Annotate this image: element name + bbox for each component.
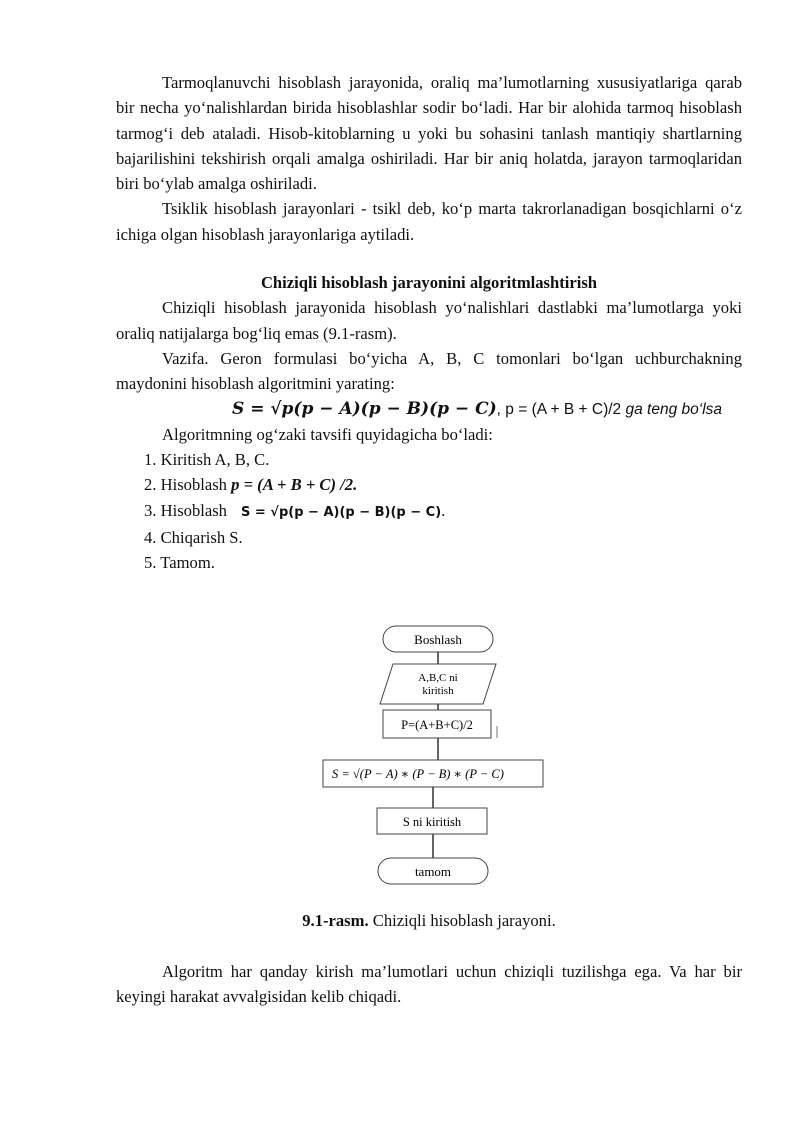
input-label-line2: kiritish <box>422 685 454 697</box>
step-1: 1. Kiritish A, B, C. <box>144 450 270 470</box>
start-label: Boshlash <box>414 632 462 647</box>
step-3-prefix: 3. Hisoblash <box>144 500 227 520</box>
step-2 <box>116 472 742 497</box>
formula-tail-italic: ga teng bo‘lsa <box>625 400 723 418</box>
figure-caption <box>116 908 742 933</box>
formula-tail: , p = (A + B + C)/2 <box>496 400 626 418</box>
process-p-label: P=(A+B+C)/2 <box>401 718 473 732</box>
output-label: S ni kiritish <box>402 815 462 829</box>
section-heading: Chiziqli hisoblash jarayonini algoritmlashtirish <box>260 273 598 293</box>
step-2-formula: p = (A + B + C) /2. <box>231 475 358 495</box>
input-parallelogram <box>380 664 496 704</box>
paragraph-cyclic: Tsiklik hisoblash jarayonlari - tsikl deb, ko‘p marta takrorlanadigan bosqichlarni o‘z ichiga olgan hisoblash jarayonlariga aytiladi. <box>116 199 742 244</box>
paragraph-linear: Chiziqli hisoblash jarayonida hisoblash yo‘nalishlari dastlabki ma’lumotlarga yoki oraliq natijalarga bog‘liq emas (9.1-rasm). <box>116 298 742 343</box>
step-3-suffix: . <box>441 500 446 520</box>
paragraph-task: Vazifa. Geron formulasi bo‘yicha A, B, C tomonlari bo‘lgan uchburchakning maydonini hisoblash algoritmini yarating: <box>116 348 742 394</box>
input-label-line1: A,B,C ni <box>418 672 458 684</box>
caption-label: 9.1-rasm. <box>302 911 369 930</box>
paragraph-description: Algoritmning og‘zaki tavsifi quyidagicha bo‘ladi: <box>162 424 493 444</box>
paragraph-conclusion: Algoritm har qanday kirish ma’lumotlari uchun chiziqli tuzilishga ega. Va har bir keyingi harakat avvalgisidan kelib chiqadi. <box>116 962 742 1007</box>
process-s-label: S = √(P − A) ∗ (P − B) ∗ (P − C) <box>332 767 504 781</box>
paragraph-branching: Tarmoqlanuvchi hisoblash jarayonida, oraliq ma’lumotlarning xususiyatlariga qarab bir necha yo‘nalishlardan birida hisoblashlar sodir bo‘ladi. Har bir alohida tarmoq hisoblash tarmog‘i deb ataladi. Hisob-kitoblarning u yoki bu sohasini tanlash mantiqiy shartlarning bajarilishini tekshirish orqali amalga oshiriladi. Har bir aniq holatda, jarayon tarmoqlaridan biri bo‘ylab amalga oshiriladi. <box>116 73 742 194</box>
end-label: tamom <box>414 864 452 879</box>
flowchart <box>0 620 800 920</box>
step-5: 5. Tamom. <box>144 553 215 573</box>
heron-formula: S = √p(p − A)(p − B)(p − C) <box>232 398 497 419</box>
step-4: 4. Chiqarish S. <box>144 528 243 548</box>
heron-formula-line <box>116 397 742 422</box>
document-page <box>116 70 742 576</box>
step-3 <box>116 498 742 525</box>
step-2-prefix: 2. Hisoblash <box>144 475 232 495</box>
caption-text: Chiziqli hisoblash jarayoni. <box>368 911 556 930</box>
step-3-formula: S = √p(p − A)(p − B)(p − C) <box>240 504 442 520</box>
